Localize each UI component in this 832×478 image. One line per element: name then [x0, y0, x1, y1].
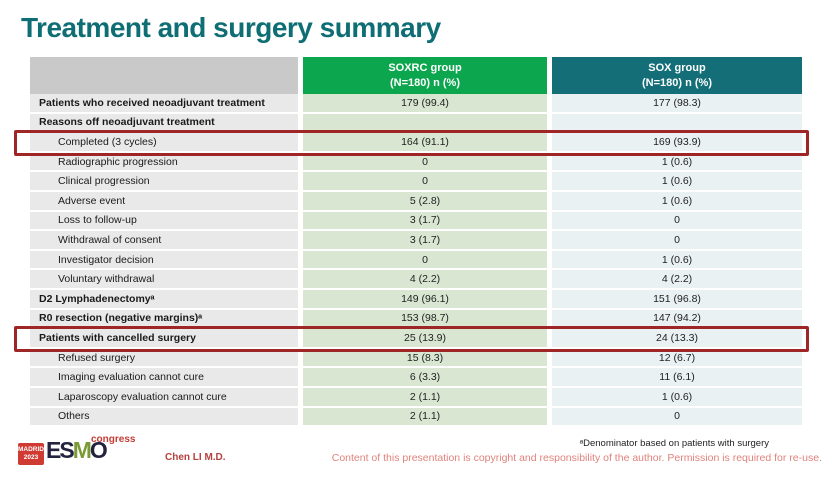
row-label: Others	[30, 408, 298, 428]
sox-value: 24 (13.3)	[552, 329, 802, 349]
table-row	[30, 408, 802, 428]
row-label: Clinical progression	[30, 172, 298, 192]
soxrc-value: 15 (8.3)	[303, 349, 547, 369]
table-row	[30, 192, 802, 212]
soxrc-value: 0	[303, 251, 547, 271]
sox-value: 177 (98.3)	[552, 94, 802, 114]
sox-value: 0	[552, 408, 802, 428]
soxrc-value: 3 (1.7)	[303, 212, 547, 232]
table-row	[30, 388, 802, 408]
row-label: D2 Lymphadenectomyᵃ	[30, 290, 298, 310]
soxrc-value: 25 (13.9)	[303, 329, 547, 349]
row-label: Imaging evaluation cannot cure	[30, 368, 298, 388]
sox-value: 1 (0.6)	[552, 251, 802, 271]
row-label: Patients with cancelled surgery	[30, 329, 298, 349]
sox-value: 169 (93.9)	[552, 133, 802, 153]
row-label: Refused surgery	[30, 349, 298, 369]
soxrc-value: 6 (3.3)	[303, 368, 547, 388]
col-header-sox-line2: (N=180) n (%)	[642, 76, 712, 89]
sox-value: 11 (6.1)	[552, 368, 802, 388]
soxrc-value: 4 (2.2)	[303, 270, 547, 290]
row-label: R0 resection (negative margins)ᵃ	[30, 310, 298, 330]
row-label: Reasons off neoadjuvant treatment	[30, 114, 298, 134]
table-row	[30, 94, 802, 114]
soxrc-value: 3 (1.7)	[303, 231, 547, 251]
table-row	[30, 133, 802, 153]
row-label: Patients who received neoadjuvant treatment	[30, 94, 298, 114]
row-label: Radiographic progression	[30, 153, 298, 173]
table-row	[30, 153, 802, 173]
table-row	[30, 290, 802, 310]
col-header-label	[30, 57, 298, 94]
row-label: Completed (3 cycles)	[30, 133, 298, 153]
esmo-letter-m: M	[72, 437, 90, 463]
table-row	[30, 251, 802, 271]
soxrc-value: 2 (1.1)	[303, 388, 547, 408]
col-header-soxrc	[303, 57, 547, 94]
table-header	[30, 57, 802, 94]
table-row	[30, 172, 802, 192]
esmo-letter-e: E	[46, 437, 60, 463]
congress-label: congress	[91, 434, 136, 445]
madrid-badge	[18, 443, 44, 465]
table-row	[30, 114, 802, 134]
madrid-city: MADRID	[18, 446, 44, 454]
sox-value: 1 (0.6)	[552, 172, 802, 192]
page-title: Treatment and surgery summary	[21, 12, 441, 43]
esmo-letter-s: S	[59, 437, 73, 463]
sox-value: 0	[552, 231, 802, 251]
sox-value	[552, 114, 802, 134]
table-rows	[30, 94, 802, 427]
row-label: Voluntary withdrawal	[30, 270, 298, 290]
soxrc-value: 164 (91.1)	[303, 133, 547, 153]
row-label: Investigator decision	[30, 251, 298, 271]
col-header-soxrc-line2: (N=180) n (%)	[390, 76, 460, 89]
soxrc-value: 0	[303, 153, 547, 173]
row-label: Adverse event	[30, 192, 298, 212]
row-label: Laparoscopy evaluation cannot cure	[30, 388, 298, 408]
soxrc-value: 149 (96.1)	[303, 290, 547, 310]
sox-value: 0	[552, 212, 802, 232]
summary-table	[30, 57, 802, 427]
table-row	[30, 310, 802, 330]
table-row	[30, 349, 802, 369]
col-header-sox-line1: SOX group	[648, 62, 706, 75]
row-label: Loss to follow-up	[30, 212, 298, 232]
soxrc-value: 179 (99.4)	[303, 94, 547, 114]
soxrc-value: 153 (98.7)	[303, 310, 547, 330]
sox-value: 1 (0.6)	[552, 388, 802, 408]
presenter-name: Chen LI M.D.	[165, 452, 226, 463]
sox-value: 147 (94.2)	[552, 310, 802, 330]
table-row	[30, 212, 802, 232]
madrid-year: 2023	[23, 454, 39, 461]
sox-value: 151 (96.8)	[552, 290, 802, 310]
sox-value: 1 (0.6)	[552, 153, 802, 173]
soxrc-value: 2 (1.1)	[303, 408, 547, 428]
soxrc-value: 0	[303, 172, 547, 192]
soxrc-value: 5 (2.8)	[303, 192, 547, 212]
table-row	[30, 329, 802, 349]
col-header-soxrc-line1: SOXRC group	[388, 62, 462, 75]
sox-value: 1 (0.6)	[552, 192, 802, 212]
table-row	[30, 368, 802, 388]
col-header-sox	[552, 57, 802, 94]
copyright-note: Content of this presentation is copyright and responsibility of the author. Permission is required for re-use.	[331, 452, 822, 464]
sox-value: 4 (2.2)	[552, 270, 802, 290]
table-row	[30, 231, 802, 251]
footnote: ᵃDenominator based on patients with surgery	[579, 438, 769, 449]
row-label: Withdrawal of consent	[30, 231, 298, 251]
table-row	[30, 270, 802, 290]
esmo-letter-o: O	[89, 437, 106, 463]
soxrc-value	[303, 114, 547, 134]
sox-value: 12 (6.7)	[552, 349, 802, 369]
